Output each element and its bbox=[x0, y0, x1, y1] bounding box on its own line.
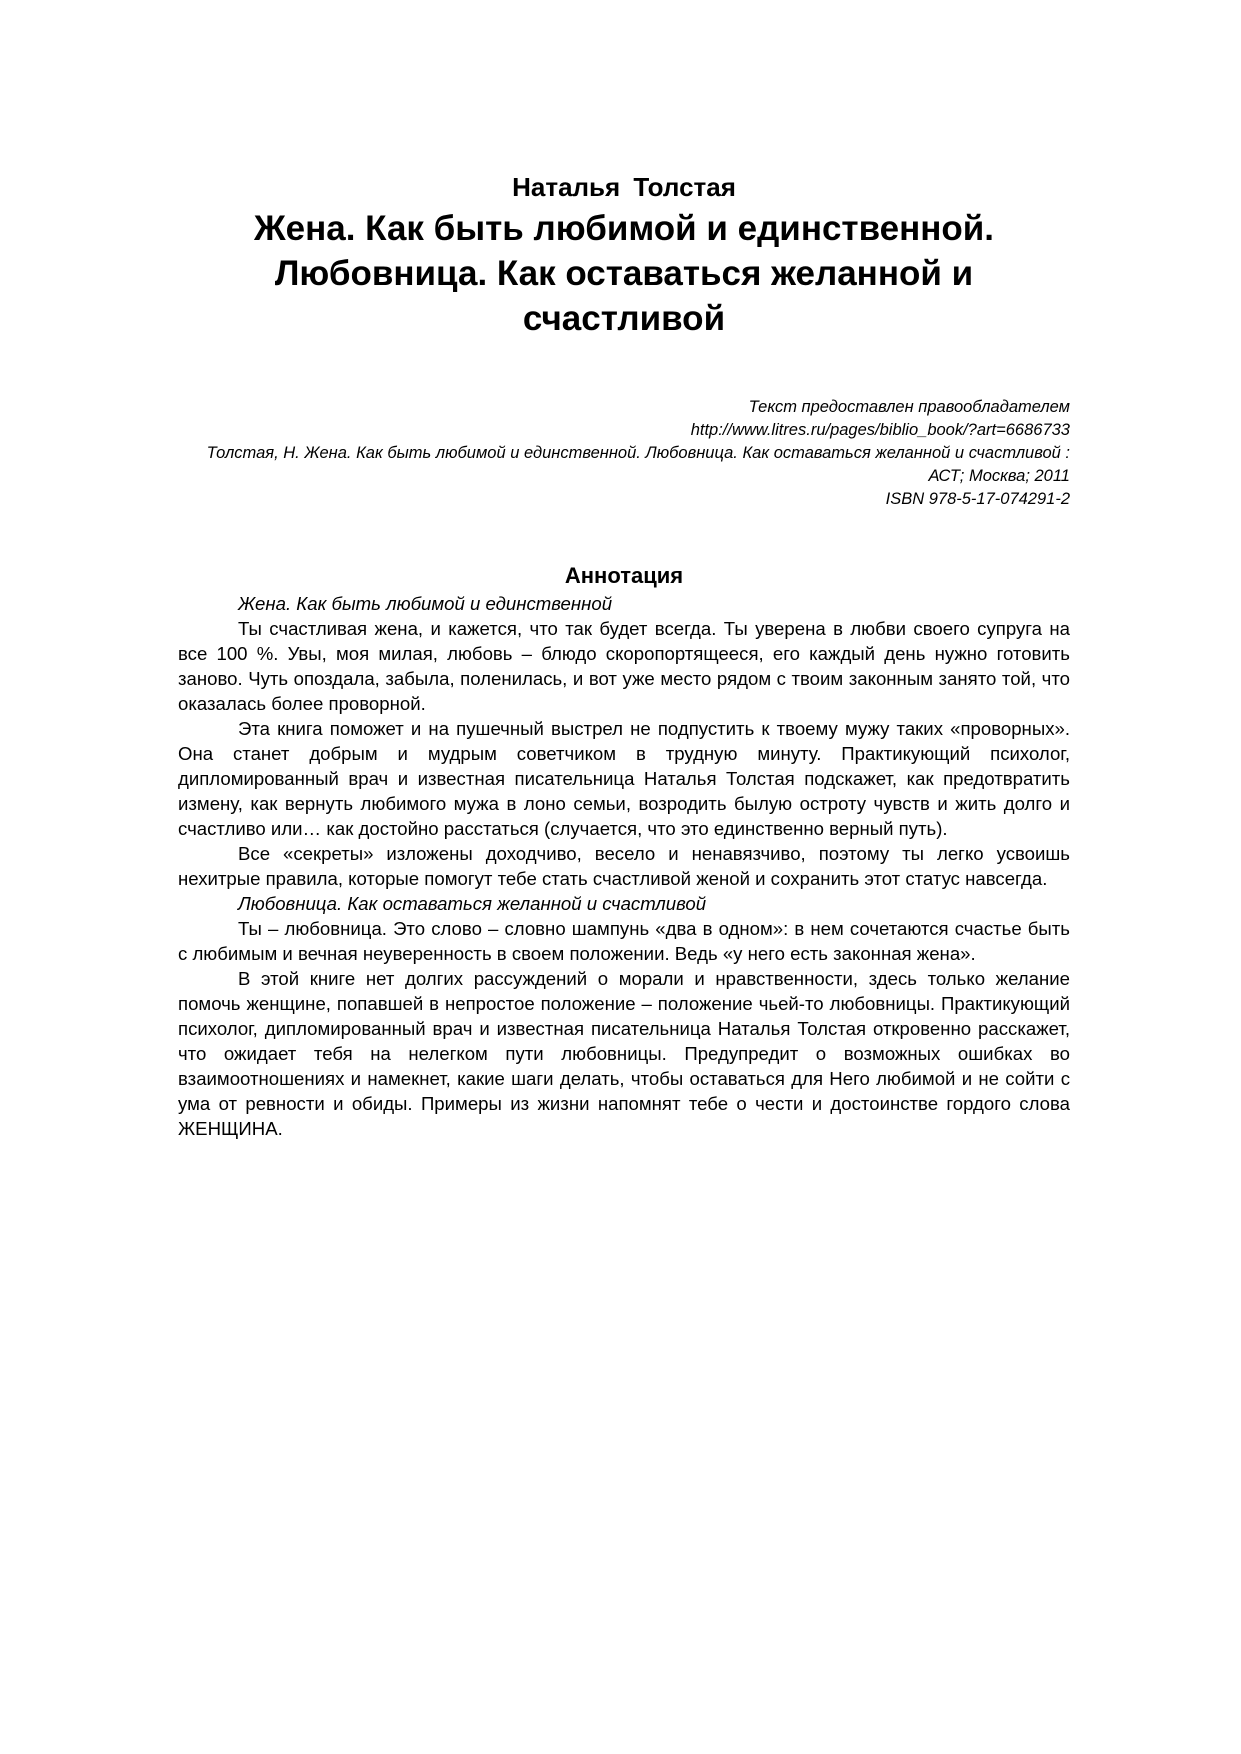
paragraph: Ты счастливая жена, и кажется, что так будет всегда. Ты уверена в любви своего супруга на все 100 %. Увы, моя милая, любовь – блюдо скоропортящееся, его каждый день нужно готовить заново. Чуть опоздала, забыла, поленилась, и вот уже место рядом с твоим законным занято той, что оказалась более проворной. bbox=[178, 618, 1070, 714]
paragraph: Все «секреты» изложены доходчиво, весело и ненавязчиво, поэтому ты легко усвоишь нехитрые правила, которые помогут тебе стать счастливой женой и сохранить этот статус навсегда. bbox=[178, 843, 1070, 889]
paragraph: В этой книге нет долгих рассуждений о морали и нравственности, здесь только желание помочь женщине, попавшей в непростое положение – положение чьей-то любовницы. Практикующий психолог, дипломированный врач и известная писательница Наталья Толстая откровенно расскажет, что ожидает тебя на нелегком пути любовницы. Предупредит о возможных ошибках во взаимоотношениях и намекнет, какие шаги делать, чтобы оставаться для Него любимой и не сойти с ума от ревности и обиды. Примеры из жизни напомнят тебе о чести и достоинстве гордого слова ЖЕНЩИНА. bbox=[178, 968, 1070, 1139]
annotation-body bbox=[178, 591, 1070, 1141]
annotation-heading: Аннотация bbox=[564, 563, 684, 588]
rights-holder-note: Текст предоставлен правообладателем bbox=[748, 398, 1070, 416]
author-name: Наталья Толстая bbox=[512, 172, 736, 202]
subtitle-wife: Жена. Как быть любимой и единственной bbox=[238, 593, 613, 614]
book-title: Жена. Как быть любимой и единственной. Любовница. Как оставаться желанной и счастливой bbox=[254, 209, 994, 338]
source-url: http://www.litres.ru/pages/biblio_book/?art=6686733 bbox=[690, 421, 1070, 439]
bibliographic-reference: Толстая, Н. Жена. Как быть любимой и единственной. Любовница. Как оставаться желанной и счастливой : АСТ; Москва; 2011 bbox=[206, 444, 1070, 485]
document-page bbox=[178, 170, 1070, 1141]
paragraph: Ты – любовница. Это слово – словно шампунь «два в одном»: в нем сочетаются счастье быть с любимым и вечная неуверенность в своем положении. Ведь «у него есть законная жена». bbox=[178, 918, 1070, 964]
paragraph: Эта книга поможет и на пушечный выстрел не подпустить к твоему мужу таких «проворных». Она станет добрым и мудрым советчиком в трудную минуту. Практикующий психолог, дипломированный врач и известная писательница Наталья Толстая подскажет, как предотвратить измену, как вернуть любимого мужа в лоно семьи, возродить былую остроту чувств и жить долго и счастливо или… как достойно расстаться (случается, что это единственно верный путь). bbox=[178, 718, 1070, 839]
publication-info bbox=[178, 396, 1070, 511]
subtitle-mistress: Любовница. Как оставаться желанной и счастливой bbox=[238, 893, 707, 914]
isbn: ISBN 978-5-17-074291-2 bbox=[885, 490, 1070, 508]
